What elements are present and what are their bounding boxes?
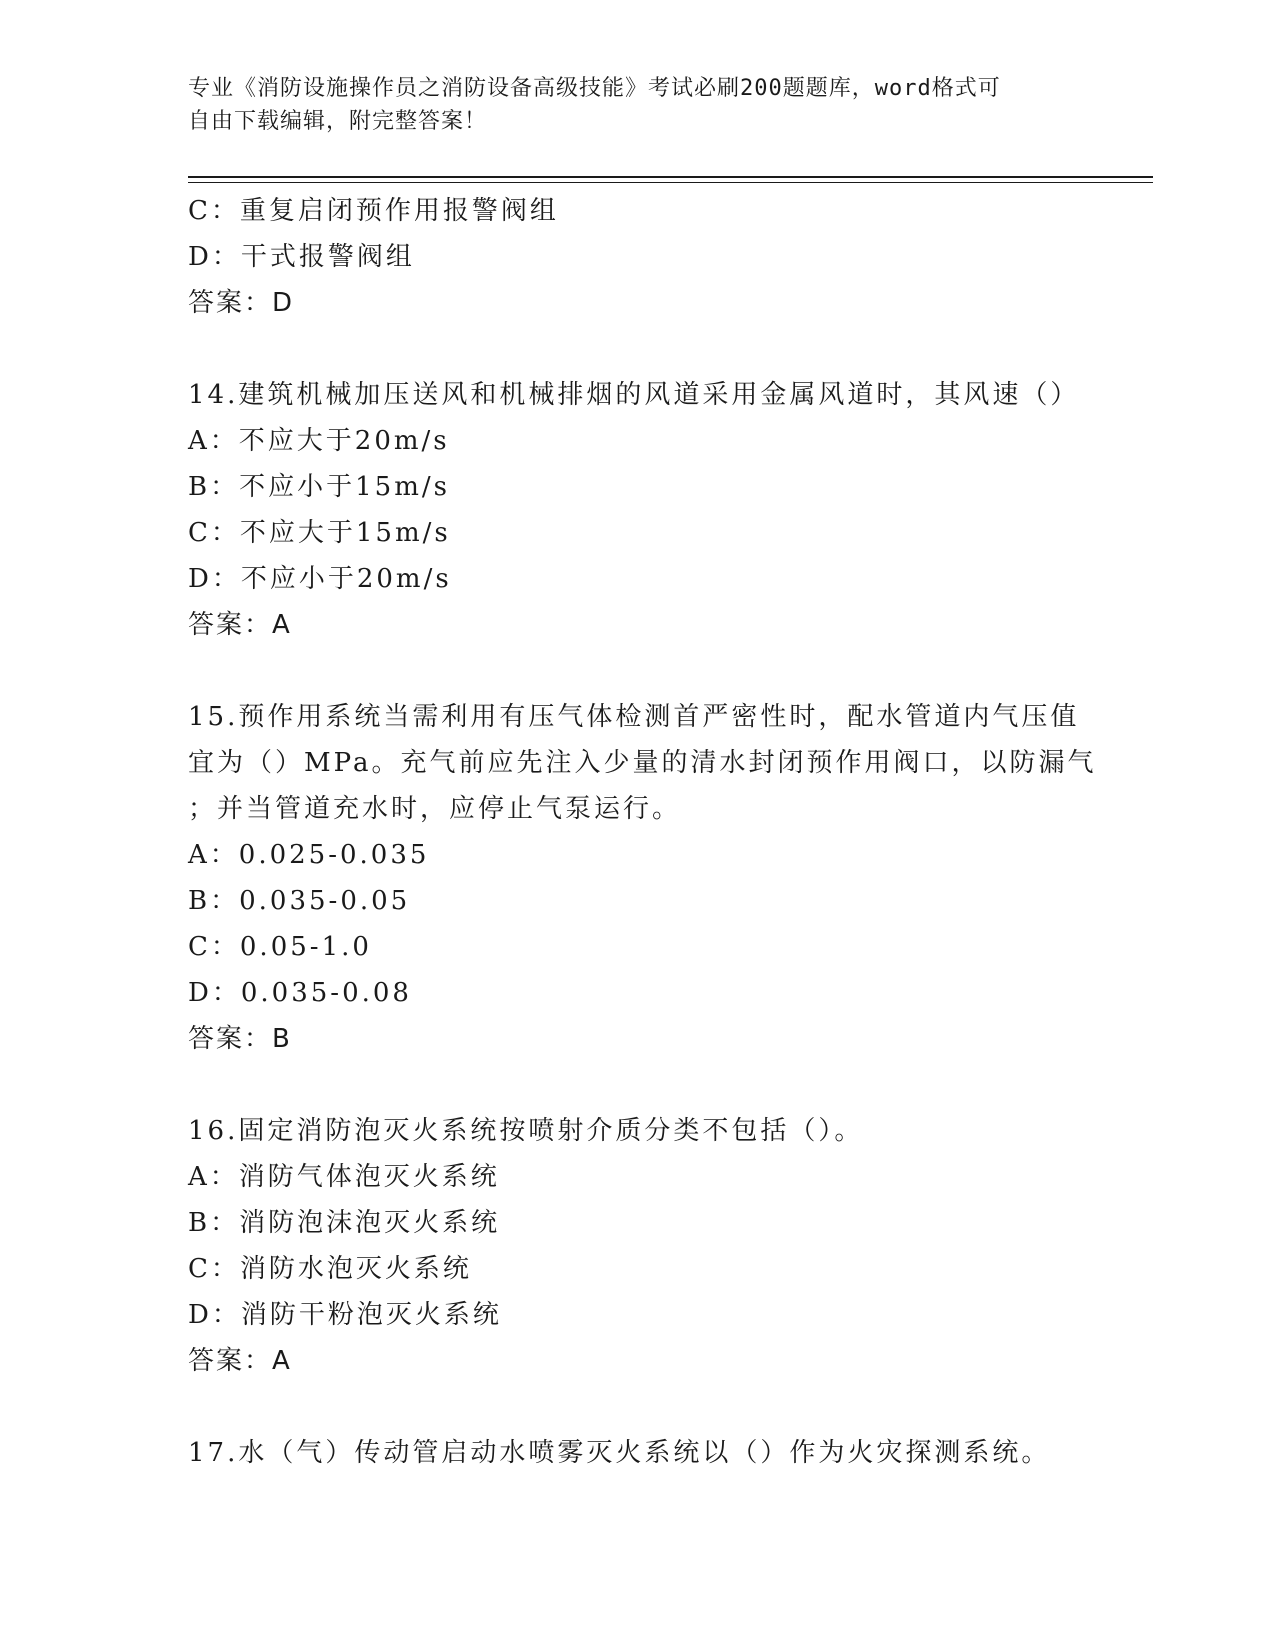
question-15 [188,694,1097,1062]
option-d: D：0.035-0.08 [188,978,412,1008]
answer-line: 答案：B [188,1024,292,1054]
spacer [188,1062,1088,1108]
option-a: A：不应大于20m/s [188,426,450,456]
header-divider-thick [188,176,1153,178]
option-b: B：0.035-0.05 [188,886,411,916]
header-divider-thin [188,182,1153,183]
option-d: D：消防干粉泡灭火系统 [188,1300,502,1330]
option-a: A：0.025-0.035 [188,840,430,870]
question-16 [188,1108,1088,1384]
question-stem-line-1: 15.预作用系统当需利用有压气体检测首严密性时，配水管道内气压值 [188,702,1080,732]
option-b: B：消防泡沫泡灭火系统 [188,1208,501,1238]
answer-line: 答案：D [188,288,295,318]
question-13 [188,188,1088,326]
question-17 [188,1430,1088,1476]
option-c: C：0.05-1.0 [188,932,372,962]
option-d: D：干式报警阀组 [188,242,415,272]
option-a: A：消防气体泡灭火系统 [188,1162,500,1192]
spacer [188,326,1088,372]
question-stem-line-3: ；并当管道充水时，应停止气泵运行。 [188,794,682,824]
header-line-1: 专业《消防设施操作员之消防设备高级技能》考试必刷200题题库，word格式可 [188,76,1001,101]
question-stem: 17.水（气）传动管启动水喷雾灭火系统以（）作为火灾探测系统。 [188,1438,1051,1468]
question-list [188,188,1097,1476]
question-stem: 16.固定消防泡灭火系统按喷射介质分类不包括（）。 [188,1116,864,1146]
option-d: D：不应小于20m/s [188,564,452,594]
header-line-2: 自由下载编辑，附完整答案！ [188,109,488,134]
question-stem: 14.建筑机械加压送风和机械排烟的风道采用金属风道时，其风速（） [188,380,1080,410]
option-c: C：消防水泡灭火系统 [188,1254,472,1284]
option-c: C：不应大于15m/s [188,518,451,548]
answer-line: 答案：A [188,1346,292,1376]
question-14 [188,372,1088,648]
page-header [188,72,1088,138]
option-c: C：重复启闭预作用报警阀组 [188,196,559,226]
question-stem-line-2: 宜为（）MPa。充气前应先注入少量的清水封闭预作用阀口，以防漏气 [188,748,1097,778]
spacer [188,648,1088,694]
answer-line: 答案：A [188,610,292,640]
spacer [188,1384,1088,1430]
option-b: B：不应小于15m/s [188,472,450,502]
